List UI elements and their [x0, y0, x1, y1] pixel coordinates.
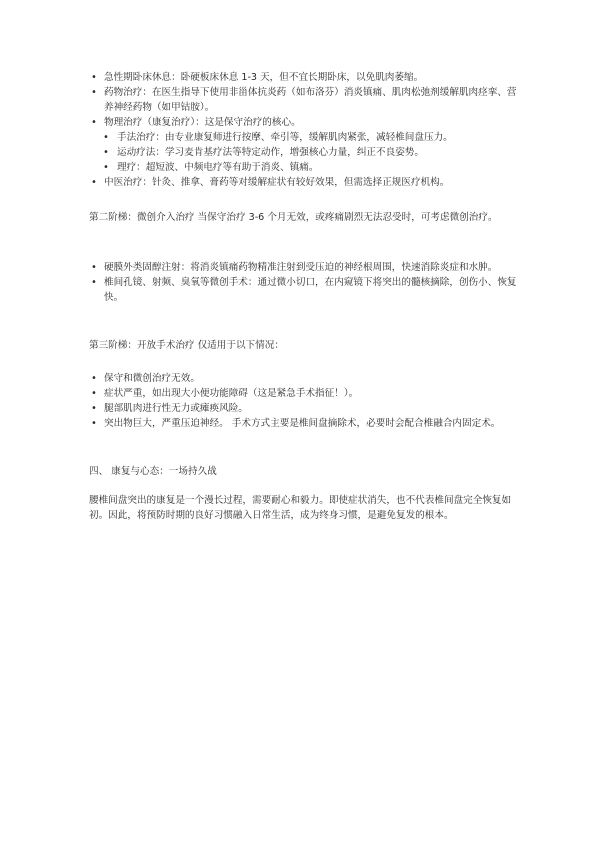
list-item-text: 椎间孔镜、射频、臭氧等微创手术：通过微小切口，在内窥镜下将突出的髓核摘除，创伤小、恢复快。: [104, 277, 517, 303]
bullet-icon: •: [91, 87, 97, 98]
list-item: [89, 386, 517, 401]
bullet-icon: •: [91, 403, 97, 414]
bullet-icon: •: [103, 132, 109, 143]
list-item: [89, 175, 517, 190]
list-item-text: 硬膜外类固醇注射：将消炎镇痛药物精准注射到受压迫的神经根周围，快速消除炎症和水肿。: [104, 262, 498, 273]
closing-paragraph: 腰椎间盘突出的康复是一个漫长过程，需要耐心和毅力。即使症状消失，也不代表椎间盘完全恢复如初。因此，将预防时期的良好习惯融入日常生活，成为终身习惯，是避免复发的根本。: [89, 495, 512, 521]
stage2-treatment-list: [89, 260, 517, 305]
list-item-text: 中医治疗：针灸、推拿、膏药等对缓解症状有较好效果，但需选择正规医疗机构。: [104, 177, 450, 188]
list-item: [89, 275, 517, 305]
list-item: [89, 85, 517, 115]
list-item-text: 手法治疗：由专业康复师进行按摩、牵引等，缓解肌肉紧张，减轻椎间盘压力。: [117, 132, 453, 143]
list-item-text: 突出物巨大，严重压迫神经。 手术方式主要是椎间盘摘除术，必要时会配合椎融合内固定术。: [104, 418, 501, 429]
sub-list-item: [89, 145, 517, 160]
list-item-text: 理疗：超短波、中频电疗等有助于消炎、镇痛。: [117, 162, 319, 173]
list-item-text: 物理治疗（康复治疗）：这是保守治疗的核心。: [104, 117, 301, 128]
bullet-icon: •: [91, 388, 97, 399]
list-item: [89, 70, 517, 85]
bullet-icon: •: [91, 277, 97, 288]
bullet-icon: •: [91, 177, 97, 188]
bullet-icon: •: [91, 262, 97, 273]
stage2-heading: 第二阶梯：微创介入治疗 当保守治疗 3-6 个月无效，或疼痛剧烈无法忍受时，可考虑微创治疗。: [89, 212, 498, 223]
list-item-text: 保守和微创治疗无效。: [104, 373, 200, 384]
list-item: [89, 371, 517, 386]
bullet-icon: •: [91, 373, 97, 384]
list-item: [89, 115, 517, 130]
list-item: [89, 416, 517, 431]
list-item: [89, 401, 517, 416]
list-item-text: 药物治疗：在医生指导下使用非甾体抗炎药（如布洛芬）消炎镇痛、肌肉松弛剂缓解肌肉痉挛、营养神经药物（如甲钴胺）。: [104, 87, 517, 113]
stage3-indication-list: [89, 371, 517, 431]
list-item-text: 腿部肌肉进行性无力或瘫痪风险。: [104, 403, 248, 414]
stage3-heading: 第三阶梯：开放手术治疗 仅适用于以下情况：: [89, 340, 284, 351]
bullet-icon: •: [103, 162, 109, 173]
sub-list-item: [89, 160, 517, 175]
list-item-text: 急性期卧床休息：卧硬板床休息 1-3 天，但不宜长期卧床，以免肌肉萎缩。: [104, 72, 424, 83]
bullet-icon: •: [91, 418, 97, 429]
list-item-text: 运动疗法：学习麦肯基疗法等特定动作，增强核心力量，纠正不良姿势。: [117, 147, 424, 158]
sub-list-item: [89, 130, 517, 145]
list-item-text: 症状严重，如出现大小便功能障碍（这是紧急手术指征！）。: [104, 388, 359, 399]
bullet-icon: •: [91, 72, 97, 83]
bullet-icon: •: [103, 147, 109, 158]
section-heading: 四、 康复与心态：一场持久战: [89, 466, 217, 477]
list-item: [89, 260, 517, 275]
stage1-treatment-list: [89, 70, 517, 190]
bullet-icon: •: [91, 117, 97, 128]
